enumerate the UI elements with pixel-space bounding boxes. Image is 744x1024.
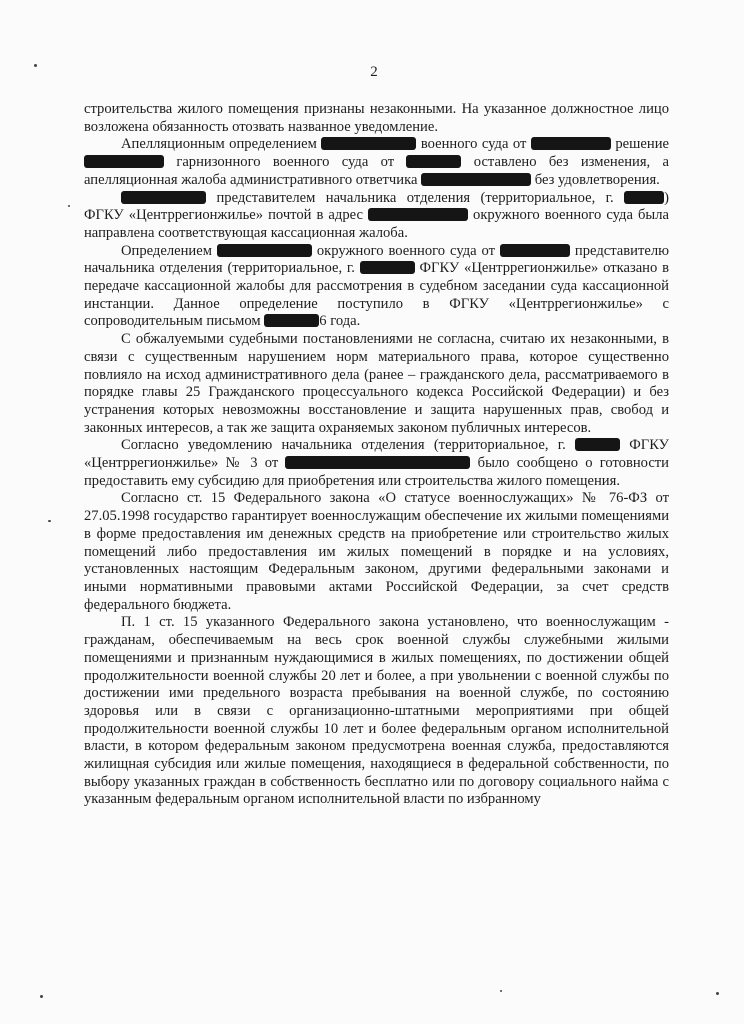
redaction-block: [406, 155, 461, 168]
paragraph-text: Согласно ст. 15 Федерального закона «О статусе военнослужащих» № 76-ФЗ от 27.05.1998 государство гарантирует военнослужащим обеспечение их жилыми помещениями в форме предоставления им денежных средств на приобретение или строительство жилых помещений либо предоставления им жилых помещений в порядке и на условиях, установленных настоящим Федеральным законом, другими федеральными законами и иными нормативными правовыми актами Российской Федерации, за счет средств федерального бюджета.: [84, 490, 669, 613]
paragraph-text: Апелляционным определением: [121, 136, 322, 153]
redaction-block: [575, 438, 620, 451]
redaction-block: [84, 155, 164, 168]
redaction-block: [500, 244, 570, 257]
page-number: 2: [370, 64, 378, 80]
paragraph-text: представителем начальника отделения (территориальное, г.: [206, 189, 625, 206]
scan-speck: [34, 64, 37, 67]
paragraph: [84, 331, 669, 437]
paragraph-text: ФГКУ «Центррегионжилье» № 3 от: [84, 437, 669, 472]
paragraph-text: ФГКУ «Центррегионжилье» отказано в передаче кассационной жалобы для рассмотрения в судебном заседании суда кассационной инстанции. Данное определение поступило в ФГКУ «Центррегионжилье» с сопроводительным письмом: [84, 260, 669, 330]
paragraph-text: представителю начальника отделения (территориальное, г.: [84, 242, 670, 277]
redaction-block: [321, 137, 416, 150]
paragraph: [84, 243, 669, 332]
paragraph-text: строительства жилого помещения признаны незаконными. На указанное должностное лицо возложена обязанность отозвать названное уведомление.: [84, 101, 669, 135]
scan-speck: [716, 992, 719, 995]
paragraph: [84, 136, 669, 189]
paragraph-text: Согласно уведомлению начальника отделения (территориальное, г.: [121, 437, 575, 454]
paragraph-text: окружного военного суда была направлена соответствующая кассационная жалоба.: [84, 207, 669, 241]
paragraph-text: без удовлетворения.: [531, 171, 660, 188]
redaction-block: [360, 261, 415, 274]
redaction-block: [624, 191, 664, 204]
redaction-block: [421, 173, 531, 186]
scan-speck: [500, 990, 502, 992]
redaction-block: [121, 191, 206, 204]
paragraph-text: было сообщено о готовности предоставить ему субсидию для приобретения или строительства жилого помещения.: [84, 455, 669, 489]
redaction-block: [531, 137, 611, 150]
paragraph: [84, 490, 669, 614]
paragraph: [84, 101, 669, 136]
scan-speck: [48, 520, 51, 522]
redaction-block: [217, 244, 312, 257]
scan-speck: [68, 205, 70, 207]
document-body: [84, 101, 669, 809]
paragraph-text: военного суда от: [416, 136, 531, 153]
paragraph-text: Определением: [121, 242, 217, 259]
paragraph: [84, 437, 669, 490]
paragraph-text: ) ФГКУ «Центррегионжилье» почтой в адрес: [84, 189, 669, 224]
paragraph-text: П. 1 ст. 15 указанного Федерального закона установлено, что военнослужащим - гражданам, обеспечиваемым на весь срок военной службы служебными жилыми помещениями и признанным нуждающимися в жилых помещениях, по достижении общей продолжительности военной службы 20 лет и более, а при увольнении с военной службы по достижении ими предельного возраста пребывания на военной службе, по состоянию здоровья или в связи с организационно-штатными мероприятиями при общей продолжительности военной службы 10 лет и более федеральным органом исполнительной власти, в котором федеральным законом предусмотрена военная служба, предоставляются жилищная субсидия или жилые помещения, находящиеся в федеральной собственности, по выбору указанных граждан в собственность бесплатно или по договору социального найма с указанным федеральным органом исполнительной власти по избранному: [84, 614, 669, 808]
paragraph-text: оставлено без изменения, а апелляционная жалоба административного ответчика: [84, 154, 670, 188]
paragraph: [84, 190, 669, 243]
scan-speck: [40, 995, 43, 998]
paragraph-text: решение: [610, 136, 669, 153]
paragraph-text: гарнизонного военного суда от: [164, 154, 407, 171]
redaction-block: [368, 208, 468, 221]
paragraph: [84, 614, 669, 809]
paragraph-text: окружного военного суда от: [311, 242, 500, 259]
paragraph-text: С обжалуемыми судебными постановлениями не согласна, считаю их незаконными, в связи с существенным нарушением норм материального права, которое существенно повлияло на исход административного дела (ранее – гражданского дела, рассматриваемого в порядке главы 25 Гражданского процессуального кодекса Российской Федерации) и без устранения которых невозможны восстановление и защита нарушенных прав, свобод и законных интересов, а так же защита охраняемых законом публичных интересов.: [84, 331, 669, 436]
paragraph-text: 6 года.: [319, 313, 361, 330]
redaction-block: [285, 456, 470, 469]
redaction-block: [264, 314, 319, 327]
